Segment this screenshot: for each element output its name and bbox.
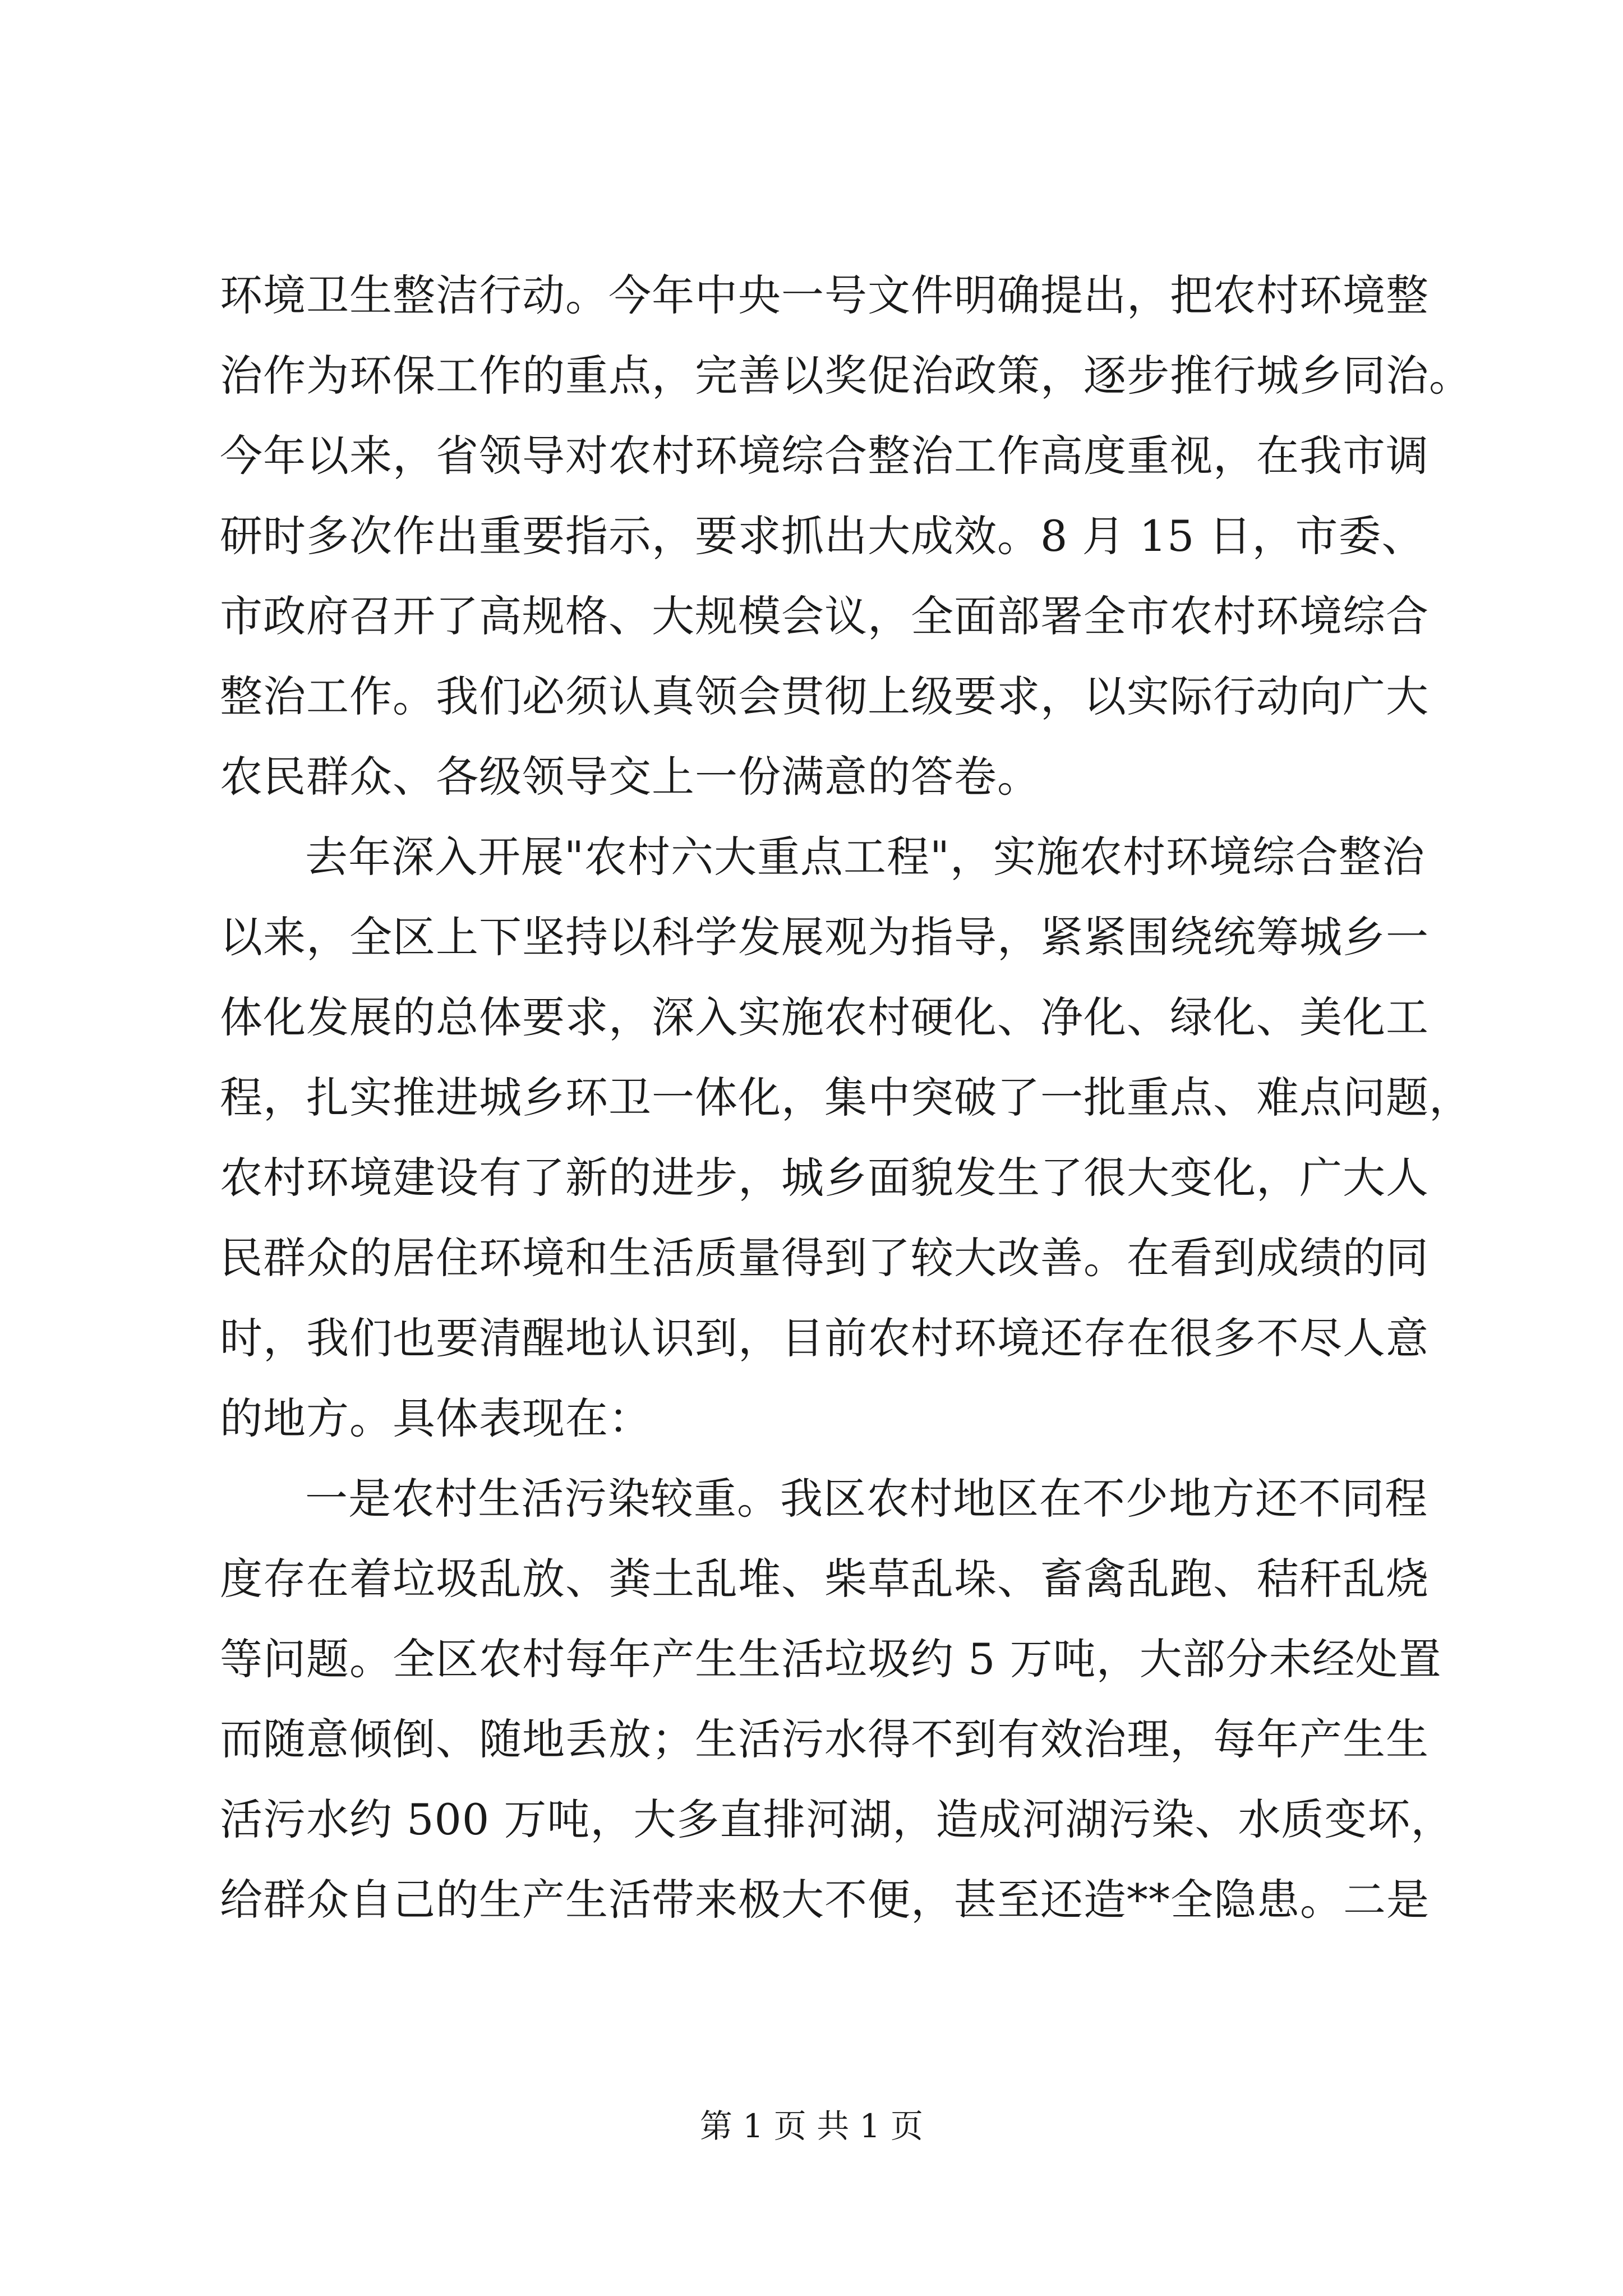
text-line: 民群众的居住环境和生活质量得到了较大改善。在看到成绩的同 xyxy=(220,1233,1429,1283)
text-line: 程，扎实推进城乡环卫一体化，集中突破了一批重点、难点问题， xyxy=(220,1073,1472,1122)
page-footer xyxy=(0,2106,1623,2146)
text-line: 而随意倾倒、随地丢放；生活污水得不到有效治理，每年产生生 xyxy=(220,1714,1429,1764)
text-line: 治作为环保工作的重点，完善以奖促治政策，逐步推行城乡同治。 xyxy=(220,351,1472,401)
text-line: 给群众自己的生产生活带来极大不便，甚至还造**全隐患。二是 xyxy=(220,1875,1430,1925)
text-line: 体化发展的总体要求，深入实施农村硬化、净化、绿化、美化工 xyxy=(220,992,1429,1042)
text-line: 农民群众、各级领导交上一份满意的答卷。 xyxy=(220,752,1040,802)
text-line: 度存在着垃圾乱放、粪土乱堆、柴草乱垛、畜禽乱跑、秸秆乱烧 xyxy=(220,1554,1429,1604)
paragraph xyxy=(220,1458,1454,1940)
text-line: 整治工作。我们必须认真领会贯彻上级要求，以实际行动向广大 xyxy=(220,671,1429,721)
paragraph xyxy=(220,255,1472,817)
text-line: 去年深入开展"农村六大重点工程"，实施农村环境综合整治 xyxy=(305,832,1425,882)
document-body xyxy=(220,255,1472,1940)
text-line: 一是农村生活污染较重。我区农村地区在不少地方还不同程 xyxy=(305,1474,1428,1524)
text-line: 环境卫生整洁行动。今年中央一号文件明确提出，把农村环境整 xyxy=(220,270,1429,320)
text-line: 时，我们也要清醒地认识到，目前农村环境还存在很多不尽人意 xyxy=(220,1313,1429,1363)
text-line: 研时多次作出重要指示，要求抓出大成效。8 月 15 日，市委、 xyxy=(220,511,1425,561)
text-line: 以来，全区上下坚持以科学发展观为指导，紧紧围绕统筹城乡一 xyxy=(220,912,1429,962)
text-line: 农村环境建设有了新的进步，城乡面貌发生了很大变化，广大人 xyxy=(220,1153,1429,1203)
text-line: 今年以来，省领导对农村环境综合整治工作高度重视，在我市调 xyxy=(220,431,1429,481)
paragraph xyxy=(220,817,1472,1458)
text-line: 的地方。具体表现在： xyxy=(220,1393,652,1443)
text-line: 活污水约 500 万吨，大多直排河湖，造成河湖污染、水质变坏， xyxy=(220,1795,1454,1844)
page-number-label: 第 1 页 共 1 页 xyxy=(700,2107,923,2145)
text-line: 市政府召开了高规格、大规模会议，全面部署全市农村环境综合 xyxy=(220,591,1429,641)
text-line: 等问题。全区农村每年产生生活垃圾约 5 万吨，大部分未经处置 xyxy=(220,1634,1442,1684)
